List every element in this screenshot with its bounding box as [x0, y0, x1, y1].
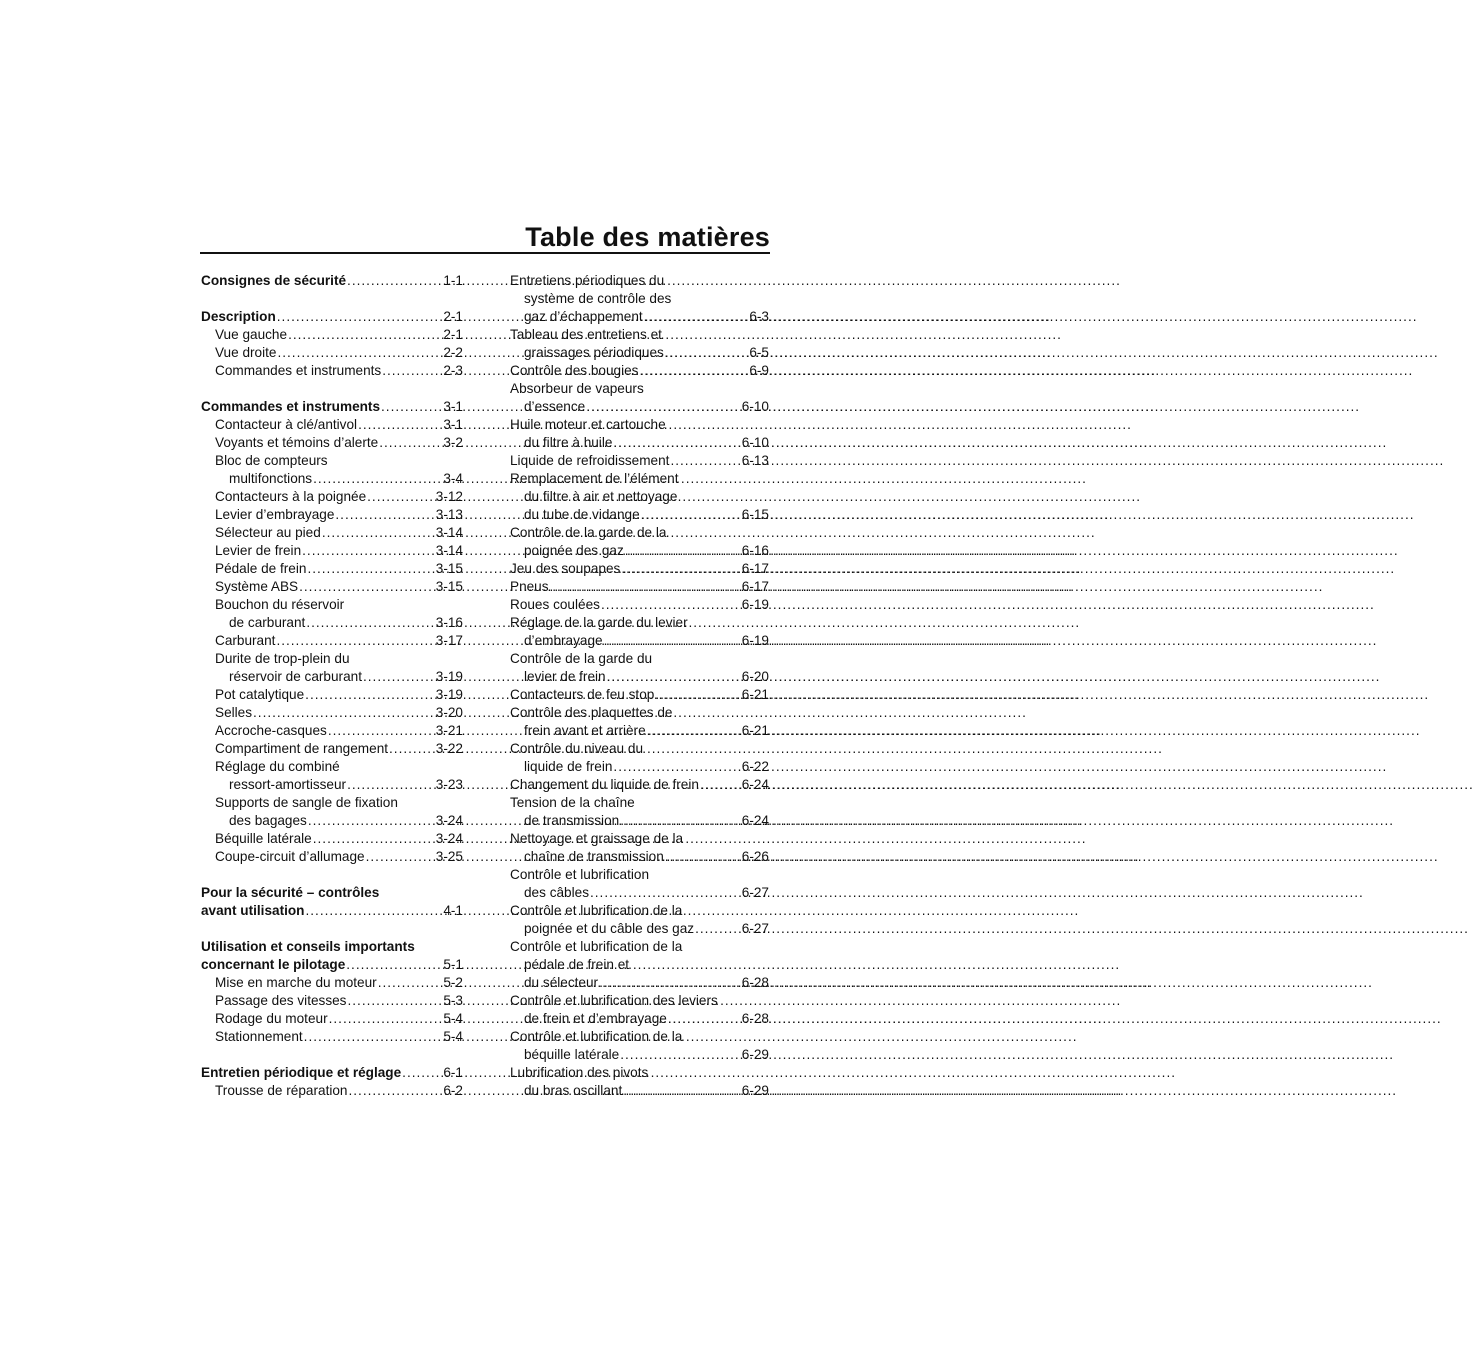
toc-entry-label: Contrôle de la garde de la: [510, 525, 667, 540]
toc-page-number: 6-1: [443, 1065, 463, 1080]
toc-entry-label: Consignes de sécurité: [201, 273, 347, 288]
toc-page-number: 6-28: [741, 975, 769, 990]
toc-entry[interactable]: [510, 704, 769, 740]
toc-section-entry[interactable]: [201, 938, 463, 974]
toc-entry-label: ressort-amortisseur: [229, 777, 347, 792]
toc-entry[interactable]: [201, 1082, 463, 1100]
toc-entry-label: Supports de sangle de fixation: [215, 795, 398, 810]
toc-page-number: 3-12: [435, 489, 463, 504]
toc-entry-label: Absorbeur de vapeurs: [510, 381, 644, 396]
toc-entry[interactable]: [510, 650, 769, 686]
dot-leader: [347, 992, 442, 1010]
toc-entry-label: Réglage du combiné: [215, 759, 340, 774]
toc-entry-label: Liquide de refroidissement: [510, 453, 670, 468]
toc-entry[interactable]: [510, 1028, 769, 1064]
toc-entry[interactable]: [201, 1028, 463, 1046]
toc-entry-label: Accroche-casques: [215, 723, 327, 738]
toc-entry-label: Contrôle et lubrification des leviers: [510, 993, 718, 1008]
toc-entry-label: Bloc de compteurs: [215, 453, 328, 468]
toc-entry-label: Selles: [215, 705, 253, 720]
toc-section-entry[interactable]: [201, 308, 463, 326]
toc-entry[interactable]: [510, 794, 769, 830]
toc-entry-label: frein avant et arrière: [524, 723, 646, 738]
dot-leader: [305, 686, 435, 704]
toc-entry-label: Contrôle des plaquettes de: [510, 705, 673, 720]
toc-page-number: 3-17: [435, 633, 463, 648]
toc-entry[interactable]: [510, 596, 769, 614]
dot-leader: [655, 686, 740, 704]
toc-entry[interactable]: [201, 758, 463, 794]
toc-entry-label: Bouchon du réservoir: [215, 597, 345, 612]
toc-entry[interactable]: [201, 632, 463, 650]
toc-entry-label: Contrôle et lubrification de la: [510, 1029, 683, 1044]
dot-leader: [550, 578, 741, 596]
toc-page-number: 6-19: [741, 597, 769, 612]
toc-entry-label: pédale de frein et: [524, 957, 630, 972]
toc-entry[interactable]: [201, 722, 463, 740]
toc-entry-label: graissages périodiques: [524, 345, 664, 360]
toc-entry-label: Entretiens périodiques du: [510, 273, 665, 288]
toc-entry[interactable]: [510, 326, 769, 362]
toc-page-number: 3-13: [435, 507, 463, 522]
dot-leader: [346, 956, 442, 974]
toc-page-number: 1-1: [443, 273, 463, 288]
toc-entry[interactable]: [510, 416, 769, 452]
toc-entry[interactable]: [201, 542, 463, 560]
toc-page-number: 4-1: [443, 903, 463, 918]
toc-page-number: 2-2: [443, 345, 463, 360]
toc-entry[interactable]: [510, 272, 769, 326]
dot-leader: [644, 308, 749, 326]
toc-entry-label: poignée des gaz: [524, 543, 624, 558]
toc-entry-label: Jeu des soupapes: [510, 561, 621, 576]
toc-entry-label: du filtre à huile: [524, 435, 613, 450]
dot-leader: [402, 1064, 442, 1082]
dot-leader: [347, 272, 442, 290]
toc-page-number: 6-2: [443, 1083, 463, 1098]
toc-page-number: 6-21: [741, 723, 769, 738]
dot-leader: [623, 1082, 741, 1100]
toc-page-number: 3-25: [435, 849, 463, 864]
toc-entry-label: avant utilisation: [201, 903, 305, 918]
toc-page-number: 3-14: [435, 525, 463, 540]
toc-page-number: 6-27: [741, 921, 769, 936]
toc-section-entry[interactable]: [201, 272, 463, 290]
dot-leader: [381, 398, 442, 416]
dot-leader: [322, 524, 435, 542]
toc-entry-label: Béquille latérale: [215, 831, 312, 846]
toc-entry-label: de carburant: [229, 615, 306, 630]
dot-leader: [305, 902, 442, 920]
toc-page-number: 2-1: [443, 327, 463, 342]
toc-entry-label: Changement du liquide de frein: [510, 777, 699, 792]
toc-entry[interactable]: [510, 578, 769, 596]
dot-leader: [313, 830, 435, 848]
toc-page-number: 6-29: [741, 1083, 769, 1098]
dot-leader: [700, 776, 741, 794]
dot-leader: [347, 776, 435, 794]
dot-leader: [389, 740, 435, 758]
dot-leader: [358, 416, 442, 434]
dot-leader: [590, 884, 741, 902]
toc-entry-label: Système ABS: [215, 579, 299, 594]
toc-entry-label: Carburant: [215, 633, 276, 648]
toc-entry[interactable]: [201, 650, 463, 686]
dot-leader: [607, 668, 741, 686]
toc-entry[interactable]: [510, 560, 769, 578]
dot-leader: [302, 542, 435, 560]
dot-leader: [253, 704, 435, 722]
toc-page-number: 3-15: [435, 579, 463, 594]
section-gap: [201, 1046, 463, 1064]
toc-entry[interactable]: [510, 524, 769, 560]
toc-page-number: 6-16: [741, 543, 769, 558]
toc-entry-label: d’essence: [524, 399, 586, 414]
toc-entry[interactable]: [201, 596, 463, 632]
toc-page-number: 3-1: [443, 417, 463, 432]
toc-entry[interactable]: [201, 974, 463, 992]
dot-leader: [349, 1082, 443, 1100]
toc-page-number: 5-3: [443, 993, 463, 1008]
toc-section-entry[interactable]: [201, 1064, 463, 1082]
dot-leader: [304, 1028, 443, 1046]
toc-entry[interactable]: [510, 470, 769, 524]
toc-entry-label: système de contrôle des: [524, 291, 672, 306]
toc-entry-label: liquide de frein: [524, 759, 613, 774]
toc-entry[interactable]: [201, 578, 463, 596]
toc-entry[interactable]: [510, 740, 769, 776]
toc-entry-label: Pédale de frein: [215, 561, 307, 576]
toc-page-number: 5-2: [443, 975, 463, 990]
toc-page-number: 3-15: [435, 561, 463, 576]
page-title: Table des matières: [525, 222, 770, 252]
toc-entry[interactable]: [201, 362, 463, 380]
toc-entry[interactable]: [510, 614, 769, 650]
toc-entry-label: Rodage du moteur: [215, 1011, 328, 1026]
toc-entry[interactable]: [201, 326, 463, 344]
toc-page-number: 6-10: [741, 399, 769, 414]
toc-entry-label: Passage des vitesses: [215, 993, 347, 1008]
toc-page-number: 6-9: [749, 363, 769, 378]
toc-page-number: 6-22: [741, 759, 769, 774]
toc-page-number: 3-21: [435, 723, 463, 738]
dot-leader: [613, 758, 740, 776]
dot-leader: [670, 452, 740, 470]
toc-page-number: 6-28: [741, 1011, 769, 1026]
toc-column-left: [201, 272, 463, 1100]
dot-leader: [601, 596, 741, 614]
toc-entry-label: Tableau des entretiens et: [510, 327, 662, 342]
toc-entry[interactable]: [201, 794, 463, 830]
toc-entry-label: Contrôle des bougies: [510, 363, 639, 378]
toc-page-number: 3-24: [435, 813, 463, 828]
toc-entry-label: Commandes et instruments: [201, 399, 381, 414]
toc-page-number: 3-24: [435, 831, 463, 846]
toc-entry-label: Contrôle et lubrification: [510, 867, 650, 882]
toc-page-number: 3-22: [435, 741, 463, 756]
toc-entry-label: Contrôle de la garde du: [510, 651, 653, 666]
toc-entry[interactable]: [510, 686, 769, 704]
toc-entry-label: du tube de vidange: [524, 507, 640, 522]
dot-leader: [335, 506, 434, 524]
dot-leader: [599, 974, 741, 992]
toc-entry[interactable]: [201, 686, 463, 704]
dot-leader: [277, 308, 443, 326]
toc-entry[interactable]: [201, 992, 463, 1010]
toc-entry-label: Contrôle du niveau du: [510, 741, 644, 756]
dot-leader: [313, 470, 442, 488]
toc-entry[interactable]: [510, 776, 769, 794]
dot-leader: [378, 974, 443, 992]
toc-entry-label: multifonctions: [229, 471, 313, 486]
toc-entry-label: Contacteurs à la poignée: [215, 489, 367, 504]
toc-column-right: [510, 272, 769, 1100]
dot-leader: [288, 326, 442, 344]
section-gap: [201, 380, 463, 398]
toc-page-number: 6-13: [741, 453, 769, 468]
dot-leader: [665, 848, 741, 866]
dot-leader: [625, 542, 741, 560]
dot-leader: [604, 632, 741, 650]
toc-entry-label: Contacteurs de feu stop: [510, 687, 655, 702]
toc-entry-label: Durite de trop-plein du: [215, 651, 350, 666]
section-gap: [201, 920, 463, 938]
toc-entry[interactable]: [201, 740, 463, 758]
toc-entry-label: Pour la sécurité – contrôles: [201, 885, 380, 900]
toc-entry-label: Levier de frein: [215, 543, 302, 558]
toc-page-number: 6-17: [741, 561, 769, 576]
toc-entry-label: Pneus: [510, 579, 549, 594]
toc-page-number: 6-27: [741, 885, 769, 900]
dot-leader: [277, 344, 442, 362]
toc-page-number: 3-16: [435, 615, 463, 630]
toc-entry-label: Réglage de la garde du levier: [510, 615, 688, 630]
toc-page-number: 6-20: [741, 669, 769, 684]
toc-entry[interactable]: [201, 1010, 463, 1028]
toc-entry-label: Mise en marche du moteur: [215, 975, 377, 990]
toc-page-number: 5-4: [443, 1029, 463, 1044]
toc-entry-label: du bras oscillant: [524, 1083, 623, 1098]
toc-entry-label: Compartiment de rangement: [215, 741, 389, 756]
section-gap: [201, 866, 463, 884]
dot-leader: [329, 1010, 443, 1028]
toc-entry-label: chaîne de transmission: [524, 849, 664, 864]
toc-entry-label: Nettoyage et graissage de la: [510, 831, 684, 846]
toc-entry-label: Huile moteur et cartouche: [510, 417, 666, 432]
toc-entry[interactable]: [201, 488, 463, 506]
toc-entry-label: réservoir de carburant: [229, 669, 362, 684]
toc-entry-label: de frein et d’embrayage: [524, 1011, 667, 1026]
toc-entry[interactable]: [510, 830, 769, 866]
toc-entry[interactable]: [201, 848, 463, 866]
dot-leader: [379, 434, 442, 452]
toc-entry-label: Voyants et témoins d’alerte: [215, 435, 379, 450]
toc-section-entry[interactable]: [201, 398, 463, 416]
toc-page-number: 6-29: [741, 1047, 769, 1062]
toc-entry-label: Commandes et instruments: [215, 363, 382, 378]
toc-page-number: 6-24: [741, 813, 769, 828]
dot-leader: [620, 1046, 741, 1064]
toc-page-number: 3-20: [435, 705, 463, 720]
toc-entry[interactable]: [510, 362, 769, 380]
toc-page-number: 6-10: [741, 435, 769, 450]
toc-page-number: 2-3: [443, 363, 463, 378]
toc-page-number: 3-1: [443, 399, 463, 414]
toc-entry[interactable]: [510, 1064, 769, 1100]
dot-leader: [307, 560, 434, 578]
toc-entry[interactable]: [201, 524, 463, 542]
title-rule: [200, 252, 770, 254]
dot-leader: [366, 848, 435, 866]
dot-leader: [641, 506, 741, 524]
dot-leader: [668, 1010, 741, 1028]
toc-entry-label: Entretien périodique et réglage: [201, 1065, 402, 1080]
toc-entry[interactable]: [201, 830, 463, 848]
toc-entry-label: Pot catalytique: [215, 687, 305, 702]
dot-leader: [665, 344, 749, 362]
toc-page-number: 3-23: [435, 777, 463, 792]
toc-page-number: 3-19: [435, 669, 463, 684]
toc-entry-label: Description: [201, 309, 276, 324]
dot-leader: [299, 578, 435, 596]
toc-page-number: 3-2: [443, 435, 463, 450]
toc-section-entry[interactable]: [201, 884, 463, 920]
toc-page-number: 6-3: [749, 309, 769, 324]
toc-page-number: 2-1: [443, 309, 463, 324]
toc-entry-label: d’embrayage: [524, 633, 603, 648]
toc-entry[interactable]: [510, 938, 769, 992]
dot-leader: [639, 362, 748, 380]
toc-entry-label: Roues coulées: [510, 597, 600, 612]
dot-leader: [621, 560, 740, 578]
toc-entry[interactable]: [510, 866, 769, 902]
dot-leader: [647, 722, 741, 740]
toc-entry-label: béquille latérale: [524, 1047, 620, 1062]
toc-entry[interactable]: [201, 704, 463, 722]
toc-page-number: 3-4: [443, 471, 463, 486]
toc-page-number: 6-19: [741, 633, 769, 648]
toc-page-number: 6-5: [749, 345, 769, 360]
toc-entry-label: Remplacement de l’élément: [510, 471, 679, 486]
toc-entry-label: Contrôle et lubrification de la: [510, 939, 683, 954]
toc-entry[interactable]: [201, 452, 463, 488]
dot-leader: [363, 668, 435, 686]
toc-entry-label: Vue gauche: [215, 327, 288, 342]
dot-leader: [328, 722, 435, 740]
toc-entry-label: Trousse de réparation: [215, 1083, 348, 1098]
toc-entry-label: Utilisation et conseils importants: [201, 939, 415, 954]
toc-entry-label: Sélecteur au pied: [215, 525, 321, 540]
toc-entry[interactable]: [201, 506, 463, 524]
dot-leader: [613, 434, 740, 452]
toc-page-number: 3-19: [435, 687, 463, 702]
toc-entry-label: Stationnement: [215, 1029, 303, 1044]
toc-entry-label: Contacteur à clé/antivol: [215, 417, 358, 432]
dot-leader: [308, 812, 435, 830]
toc-entry-label: des câbles: [524, 885, 589, 900]
toc-entry-label: du filtre à air et nettoyage: [524, 489, 678, 504]
toc-page-number: 6-15: [741, 507, 769, 522]
section-gap: [201, 290, 463, 308]
toc-page-number: 6-17: [741, 579, 769, 594]
toc-page-number: 6-21: [741, 687, 769, 702]
dot-leader: [382, 362, 442, 380]
toc-page-number: 6-24: [741, 777, 769, 792]
toc-entry[interactable]: [510, 452, 769, 470]
toc-entry-label: Contrôle et lubrification de la: [510, 903, 683, 918]
toc-entry-label: Lubrification des pivots: [510, 1065, 649, 1080]
toc-entry[interactable]: [510, 992, 769, 1028]
toc-entry-label: concernant le pilotage: [201, 957, 346, 972]
toc-entry-label: de transmission: [524, 813, 620, 828]
toc-entry[interactable]: [201, 416, 463, 434]
toc-entry-label: Vue droite: [215, 345, 277, 360]
toc-entry-label: Coupe-circuit d’allumage: [215, 849, 365, 864]
dot-leader: [367, 488, 435, 506]
dot-leader: [276, 632, 434, 650]
toc-page-number: 6-26: [741, 849, 769, 864]
dot-leader: [586, 398, 741, 416]
dot-leader: [695, 920, 741, 938]
toc-entry[interactable]: [510, 902, 769, 938]
toc-entry[interactable]: [201, 560, 463, 578]
toc-page-number: 5-1: [443, 957, 463, 972]
toc-entry[interactable]: [201, 434, 463, 452]
toc-entry-label: Tension de la chaîne: [510, 795, 635, 810]
toc-page-number: 5-4: [443, 1011, 463, 1026]
toc-entry-label: du sélecteur: [524, 975, 599, 990]
toc-page-number: 3-14: [435, 543, 463, 558]
toc-entry[interactable]: [510, 380, 769, 416]
toc-entry[interactable]: [201, 344, 463, 362]
toc-entry-label: Levier d’embrayage: [215, 507, 335, 522]
dot-leader: [620, 812, 741, 830]
toc-entry-label: gaz d’échappement: [524, 309, 643, 324]
toc-entry-label: levier de frein: [524, 669, 606, 684]
toc-entry-label: poignée et du câble des gaz: [524, 921, 695, 936]
dot-leader: [306, 614, 434, 632]
toc-entry-label: des bagages: [229, 813, 307, 828]
